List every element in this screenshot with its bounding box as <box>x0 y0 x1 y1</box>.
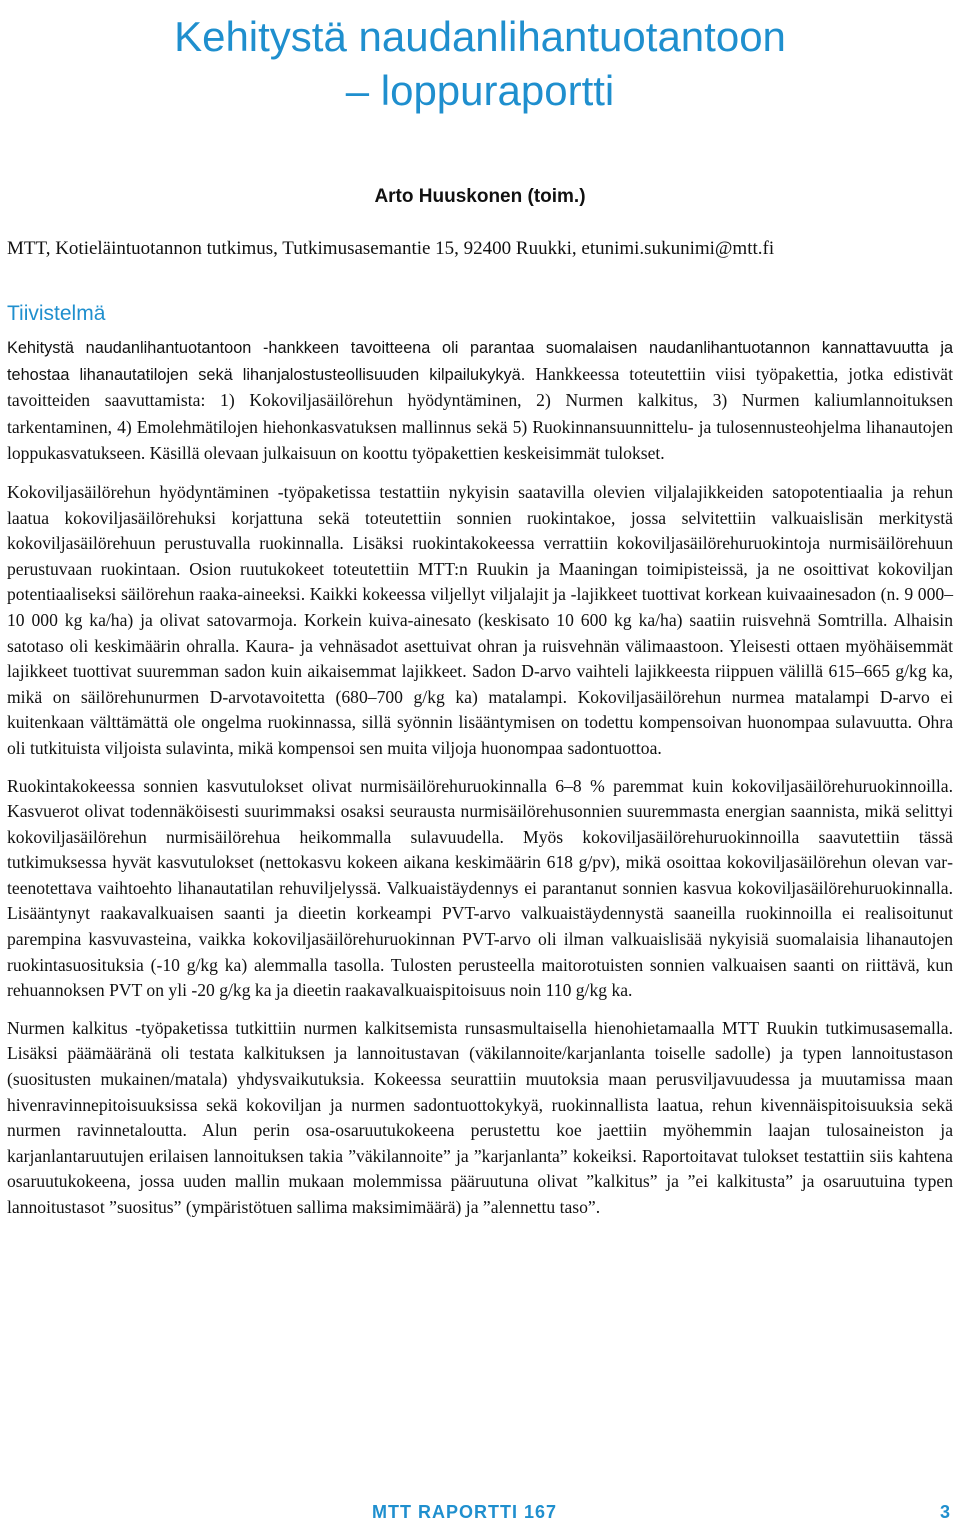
affiliation-line: MTT, Kotieläintuotannon tutkimus, Tutkimusasemantie 15, 92400 Ruukki, etunimi.sukunimi@mtt.fi <box>7 238 775 259</box>
paragraph-1-lead-text: Kehitystä naudanlihantuotantoon -hankkeen tavoitteena oli parantaa suomalaisen naudanlihantuotannon kannattavuutta ja tehostaa lihanautatilojen sekä lihanjalostusteollisuuden kilpailukykyä. <box>7 339 953 384</box>
title-line-1: Kehitystä naudanlihantuotantoon <box>174 13 786 60</box>
document-body <box>7 336 953 1233</box>
page-number: 3 <box>940 1502 951 1522</box>
abstract-paragraph-1 <box>7 336 953 468</box>
report-series-label: MTT RAPORTTI 167 <box>372 1502 558 1522</box>
paragraph-1-body-text: Hankkeessa toteutettiin viisi työpakettia, jotka edistivät tavoitteiden saavuttamista: 1) Kokoviljasäilörehun hyödyntäminen, 2) Nurmen kalkitus, 3) Nurmen kaliumlannoituksen tarkentaminen, 4) Emolehmätilojen hiehonkasvatuksen mallinnus sekä 5) Ruokinnansuunnittelu- ja tulosennusteohjelma lihanautojen loppukasvatukseen. Käsillä olevaan julkaisuun on koottu työpakettien keskeisimmät tulokset. <box>7 363 953 464</box>
abstract-paragraph-4: Nurmen kalkitus -työpaketissa tutkittiin nurmen kalkitsemista runsasmultaisella hienohietamaalla MTT Ruukin tutkimusasemalla. Lisäksi päämääränä oli testata kalkituksen ja lannoitustavan (väkilannoite/karjanlanta toiselle sadolle) ja typen lannoitustason (suositusten mukainen/matala) yhdysvaikutuksia. Kokeessa seurattiin muutoksia maan perusviljavuudessa ja muutamissa maan hivenravinnepitoisuuksissa sekä kokoviljan ja nurmen sadontuottokykyä, ruokinnallista laatua, rehun kivennäispitoisuuksia sekä nurmen ravinnetaloutta. Alun perin osa-osaruutukokeena perustettu koe jaettiin myöhemmin laajan tulosaineiston ja karjanlantaruutujen erilaisen lannoituksen takia ”väkilannoite” ja ”karjanlanta” kokeiksi. Raportoitavat tulokset testattiin siis kahtena osaruutukokeena, jossa uuden mallin mukaan molemmissa pääruutuna olivat ”kalkitus” ja ”ei kalkitusta” ja osaruutuina typen lannoitustasot ”suositus” (ympäristötuen sallima maksimimäärä) ja ”alennettu taso”. <box>7 1017 953 1217</box>
abstract-paragraph-3: Ruokintakokeessa sonnien kasvutulokset olivat nurmisäilörehuruokinnalla 6–8 % paremmat kuin kokoviljasäilörehuruokinnoilla. Kasvuerot olivat todennäköisesti suurimmaksi osaksi seurausta nurmisäilörehusonnien suuremmasta energian saannista, mikä selittyi kokoviljasäilörehun nurmisäilörehua heikommalla sulavuudella. Myös kokoviljasäilörehuruokinnoilla saavutettiin tässä tutkimuksessa hyvät kasvutulokset (nettokasvu kokeen aikana keskimäärin 618 g/pv), mikä osoittaa kokoviljasäilörehun olevan varteenotettava vaihtoehto lihanautatilan rehuviljelyssä. Valkuaistäydennys ei parantanut sonnien kasvua kokoviljasäilörehuruokinnalla. Lisääntynyt raakavalkuaisen saanti ja dieetin korkeampi PVT-arvo valkuaistäydennystä saaneilla ruokinnoilla ei realisoitunut parempina kasvuvasteina, vaikka kokoviljasäilörehuruokinnan PVT-arvo oli ilman valkuaislisää nykyisiä suomalaisia lihanautojen ruokintasuosituksia (-10 g/kg ka) alemmalla tasolla. Tulosten perusteella maitorotuisten sonnien valkuaisen saanti on riittävä, kun rehuannoksen PVT on yli -20 g/kg ka ja dieetin raakavalkuaispitoisuus noin 110 g/kg ka. <box>7 775 953 1001</box>
author-line: Arto Huuskonen (toim.) <box>374 186 586 207</box>
document-title <box>0 10 960 118</box>
section-heading: Tiivistelmä <box>7 302 106 325</box>
abstract-paragraph-2: Kokoviljasäilörehun hyödyntäminen -työpaketissa testattiin nykyisin saatavilla olevien viljalajikkeiden satopotentiaalia ja rehun laatua kokoviljasäilörehuksi korjattuna sekä toteutettiin sonnien ruokintakoe, jossa selvitettiin valkuaislisän merkitystä kokoviljasäilörehuun perustuvalla ruokinnalla. Lisäksi ruokintakokeessa verrattiin kokoviljasäilörehuruokintoja nurmisäilörehuun perustuvaan ruokintaan. Osion ruutukokeet toteutettiin MTT:n Ruukin ja Maaningan toimipisteissä, ja ne osoittivat kokoviljan potentiaaliseksi säilörehun raaka-aineeksi. Kaikki kokeessa viljellyt viljalajit ja -lajikkeet tuottivat korkean kuivaainesadon (n. 9 000–10 000 kg ka/ha) ja olivat satovarmoja. Korkein kuiva-ainesato (keskisato 10 600 kg ka/ha) saatiin ruisvehnä Somtrilla. Alhaisin satotaso oli keskimäärin ohralla. Kaura- ja vehnäsadot asettuivat ohran ja ruisvehnän välimaastoon. Yleisesti ottaen myöhäisemmät lajikkeet tuottivat suuremman sadon kuin aikaisemmat lajikkeet. Sadon D-arvo vaihteli lajikkeesta riippuen välillä 615–665 g/kg ka, mikä on säilörehunurmen D-arvotavoitetta (680–700 g/kg ka) matalampi. Kokoviljasäilörehun nurmea matalampi D-arvo ei kuitenkaan välttämättä ole ongelma ruokinnassa, sillä syönnin lisääntymisen on todettu kompensoivan huonompaa sulavuutta. Ohra oli tutkituista viljoista sulavinta, mikä kompensoi sen muita viljoja huonompaa sadontuottoa. <box>7 481 953 758</box>
title-line-2: – loppuraportti <box>345 67 615 114</box>
